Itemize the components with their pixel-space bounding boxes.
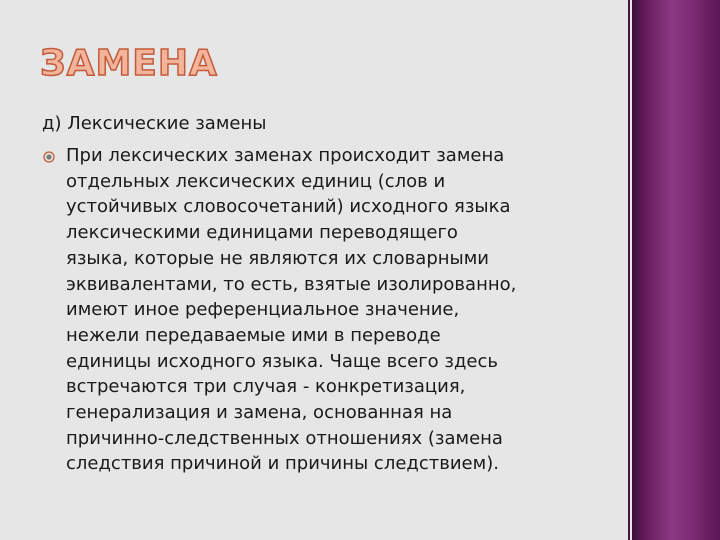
paragraph-line: эквивалентами, то есть, взятые изолированно, bbox=[66, 273, 517, 295]
paragraph-line: следствия причиной и причины следствием). bbox=[66, 453, 499, 475]
paragraph-line: единицы исходного языка. Чаще всего здесь bbox=[66, 350, 498, 372]
decorative-divider-line bbox=[628, 0, 630, 540]
paragraph-line: устойчивых словосочетаний) исходного языка bbox=[66, 196, 511, 218]
paragraph-line: нежели передаваемые ими в переводе bbox=[66, 324, 441, 346]
slide-subheading: д) Лексические замены bbox=[42, 113, 267, 134]
bullet-paragraph bbox=[66, 143, 618, 477]
paragraph-line: лексическими единицами переводящего bbox=[66, 222, 458, 244]
slide-title: ЗАМЕНА bbox=[40, 43, 218, 84]
paragraph-line: встречаются три случая - конкретизация, bbox=[66, 376, 466, 398]
decorative-side-band bbox=[632, 0, 720, 540]
circled-dot-bullet-icon bbox=[43, 151, 55, 163]
paragraph-line: отдельных лексических единиц (слов и bbox=[66, 170, 446, 192]
paragraph-line: генерализация и замена, основанная на bbox=[66, 402, 453, 424]
paragraph-line: языка, которые не являются их словарными bbox=[66, 247, 489, 269]
paragraph-line: имеют иное референциальное значение, bbox=[66, 299, 460, 321]
paragraph-line: причинно-следственных отношениях (замена bbox=[66, 427, 503, 449]
paragraph-line: При лексических заменах происходит замена bbox=[66, 145, 505, 166]
